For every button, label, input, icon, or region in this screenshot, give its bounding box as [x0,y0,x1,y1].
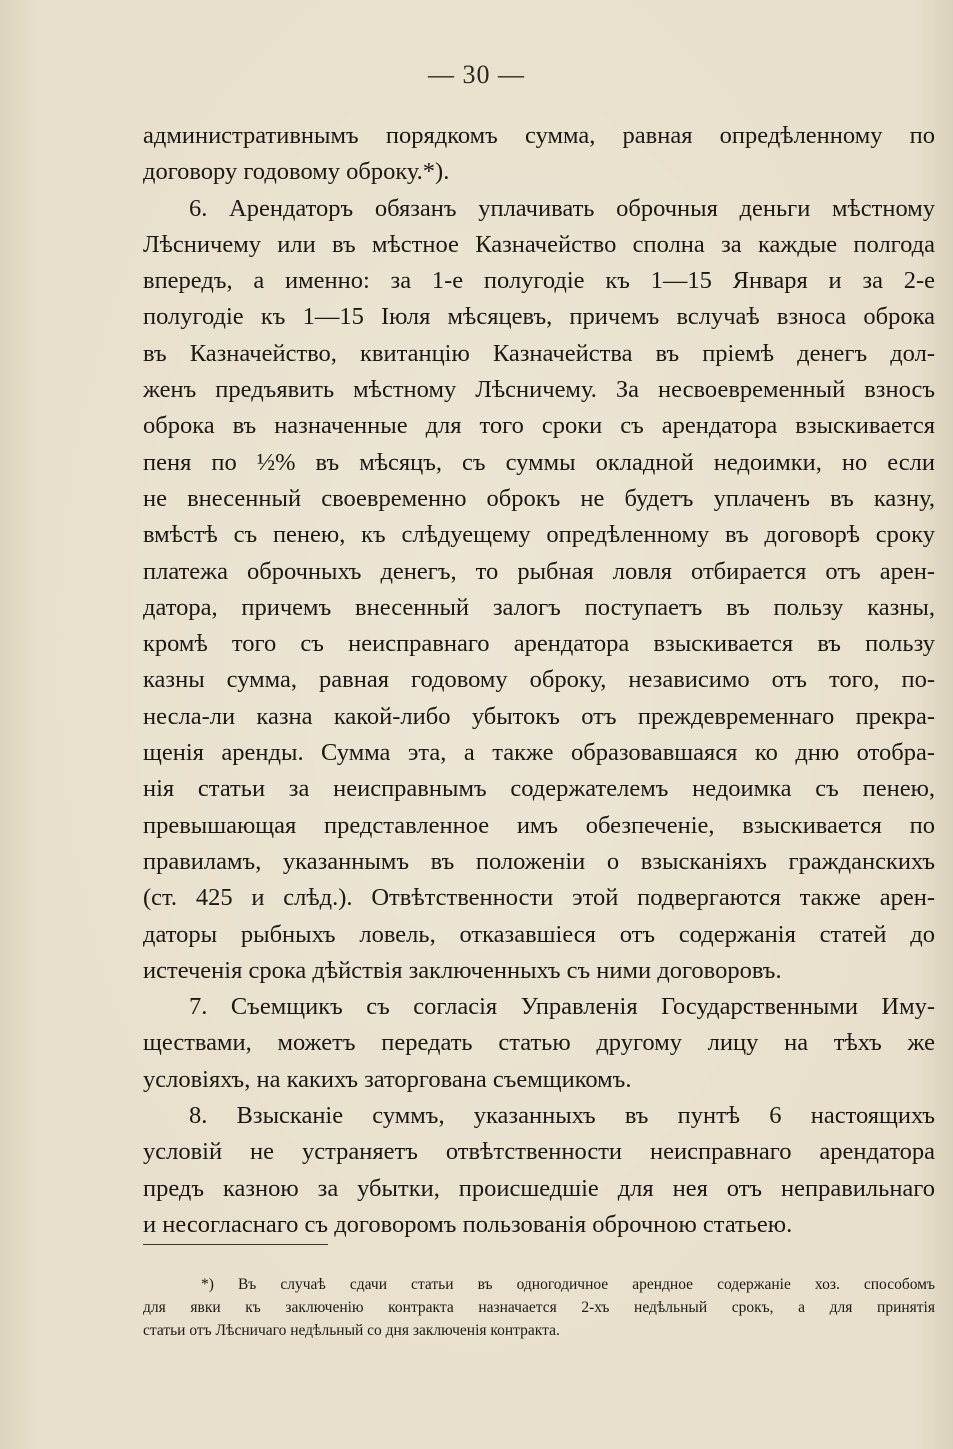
text-line: 6. Арендаторъ обязанъ уплачивать оброчныя деньги мѣстному [189,194,935,222]
text-line: не внесенный своевременно оброкъ не будетъ уплаченъ въ казну, [143,484,935,512]
text-line: договору годовому оброку.*). [143,158,450,186]
text-line: нія статьи за неисправнымъ содержателемъ недоимка съ пенею, [143,775,935,803]
text-line: щенія аренды. Сумма эта, а также образовавшаяся ко дню отобра- [143,739,935,767]
text-line: правиламъ, указаннымъ въ положеніи о взысканіяхъ гражданскихъ [143,847,935,875]
text-line: женъ предъявить мѣстному Лѣсничему. За несвоевременный взносъ [143,376,935,404]
text-line: превышающая представленное имъ обезпеченіе, взыскивается по [143,811,935,839]
paragraph-item-8 [143,1098,935,1243]
text-line: вмѣстѣ съ пенею, къ слѣдуещему опредѣленному въ договорѣ сроку [143,521,935,549]
text-line: (ст. 425 и слѣд.). Отвѣтственности этой подвергаются также арен- [143,884,935,912]
text-line: и несогласнаго съ договоромъ пользованія оброчною статьею. [143,1210,793,1238]
text-line: Лѣсничему или въ мѣстное Казначейство сполна за каждые полгода [143,230,935,258]
text-line: условіяхъ, на какихъ заторгована съемщикомъ. [143,1065,632,1093]
text-line: истеченія срока дѣйствія заключенныхъ съ ними договоровъ. [143,956,782,984]
paragraph-item-6 [143,191,935,990]
footnote [143,1273,935,1342]
page-number: — 30 — [428,60,525,89]
footnote-line: статьи отъ Лѣсничаго недѣльный со дня заключенія контракта. [143,1322,560,1339]
text-line: казны сумма, равная годовому оброку, независимо отъ того, по- [143,666,935,694]
text-line: 7. Съемщикъ съ согласія Управленія Государственными Иму- [189,993,935,1021]
paragraph-continuation [143,118,935,191]
text-line: административнымъ порядкомъ сумма, равная опредѣленному по [143,122,935,149]
text-line: 8. Взысканіе суммъ, указанныхъ въ пунтѣ 6 настоящихъ [189,1102,935,1130]
footnote-line: *) Въ случаѣ сдачи статьи въ одногодичное арендное содержаніе хоз. способомъ [201,1276,935,1293]
text-line: полугодіе къ 1—15 Іюля мѣсяцевъ, причемъ вслучаѣ взноса оброка [143,303,935,331]
footnote-line: для явки къ заключенію контракта назначается 2-хъ недѣльный срокъ, а для принятія [143,1299,935,1316]
text-line: оброка въ назначенные для того сроки съ арендатора взыскивается [143,412,935,440]
text-line: впередъ, а именно: за 1-е полугодіе къ 1—15 Января и за 2-е [143,267,935,295]
text-line: предъ казною за убытки, происшедшіе для нея отъ неправильнаго [143,1174,935,1202]
footnote-divider [143,1244,328,1245]
text-line: несла-ли казна какой-либо убытокъ отъ преждевременнаго прекра- [143,702,935,730]
text-line: платежа оброчныхъ денегъ, то рыбная ловля отбирается отъ арен- [143,557,935,585]
body-text [143,118,935,1243]
text-line: условій не устраняетъ отвѣтственности неисправнаго арендатора [143,1138,935,1166]
text-line: ществами, можетъ передать статью другому лицу на тѣхъ же [143,1029,935,1057]
text-line: даторы рыбныхъ ловель, отказавшіеся отъ содержанія статей до [143,920,935,948]
text-line: датора, причемъ внесенный залогъ поступаетъ въ пользу казны, [143,593,935,621]
paragraph-item-7 [143,989,935,1098]
text-line: въ Казначейство, квитанцію Казначейства въ пріемѣ денегъ дол- [143,339,935,367]
text-line: кромѣ того съ неисправнаго арендатора взыскивается въ пользу [143,630,935,658]
text-line: пеня по ½% въ мѣсяцъ, съ суммы окладной недоимки, но если [143,448,935,476]
